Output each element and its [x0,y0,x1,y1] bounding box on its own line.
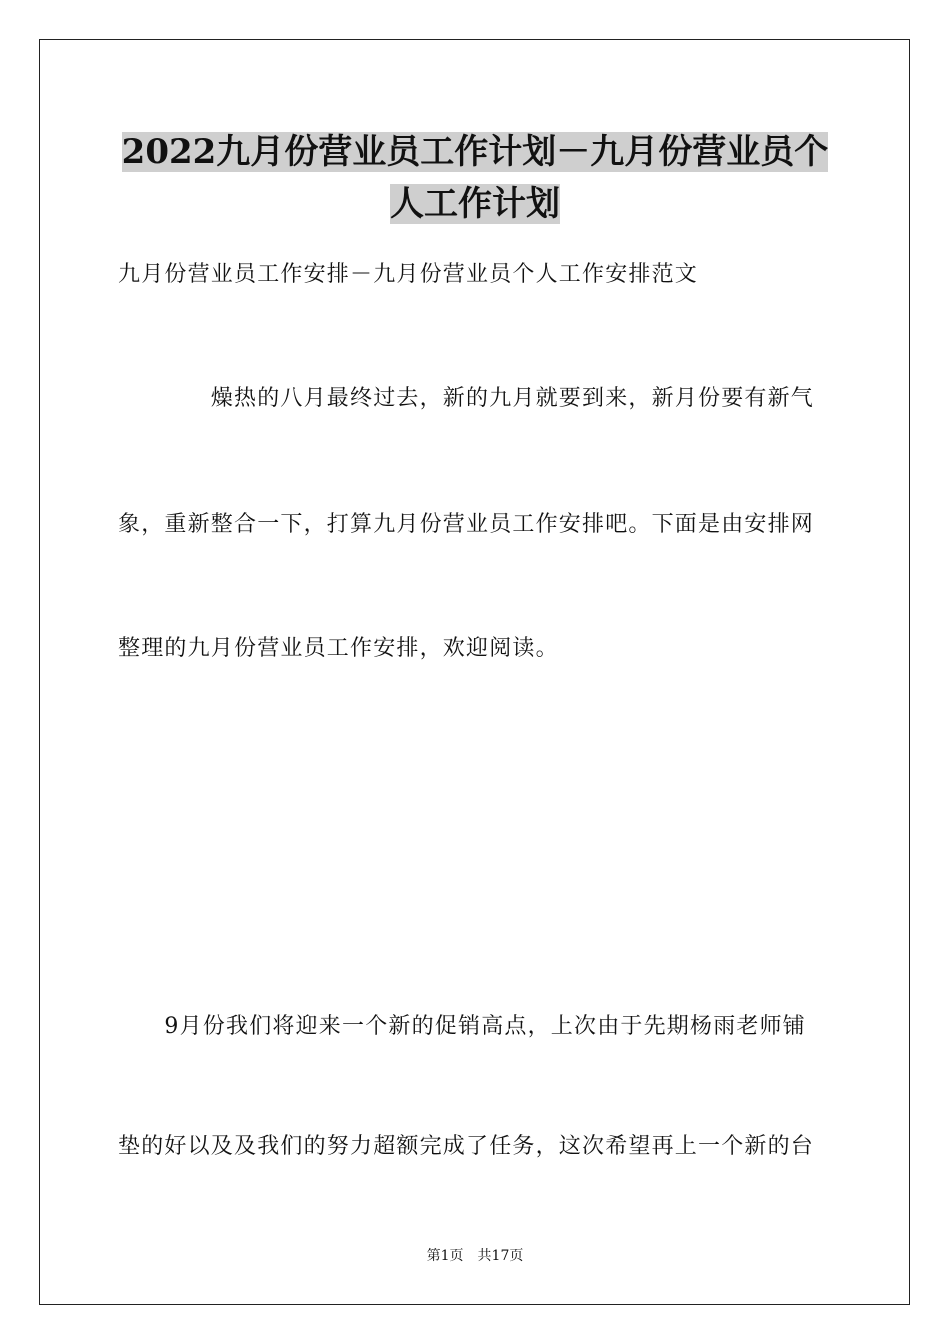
paragraph-1-line-3: 整理的九月份营业员工作安排，欢迎阅读。 [118,636,559,661]
paragraph-1-line-1: 燥热的八月最终过去，新的九月就要到来，新月份要有新气 [118,386,815,411]
document-title [60,126,890,230]
page-number: 第1页 [426,1248,464,1264]
page-total: 共17页 [477,1248,524,1264]
paragraph-2-line-2: 垫的好以及及我们的努力超额完成了任务，这次希望再上一个新的台 [118,1134,815,1159]
document-subtitle: 九月份营业员工作安排－九月份营业员个人工作安排范文 [118,262,699,287]
title-line-2: 人工作计划 [390,184,560,224]
title-line-1: 2022九月份营业员工作计划－九月份营业员个 [121,132,829,172]
paragraph-2-line-1: 9月份我们将迎来一个新的促销高点，上次由于先期杨雨老师铺 [118,1014,806,1039]
page-footer [0,1246,950,1266]
paragraph-1-line-2: 象，重新整合一下，打算九月份营业员工作安排吧。下面是由安排网 [118,512,815,537]
